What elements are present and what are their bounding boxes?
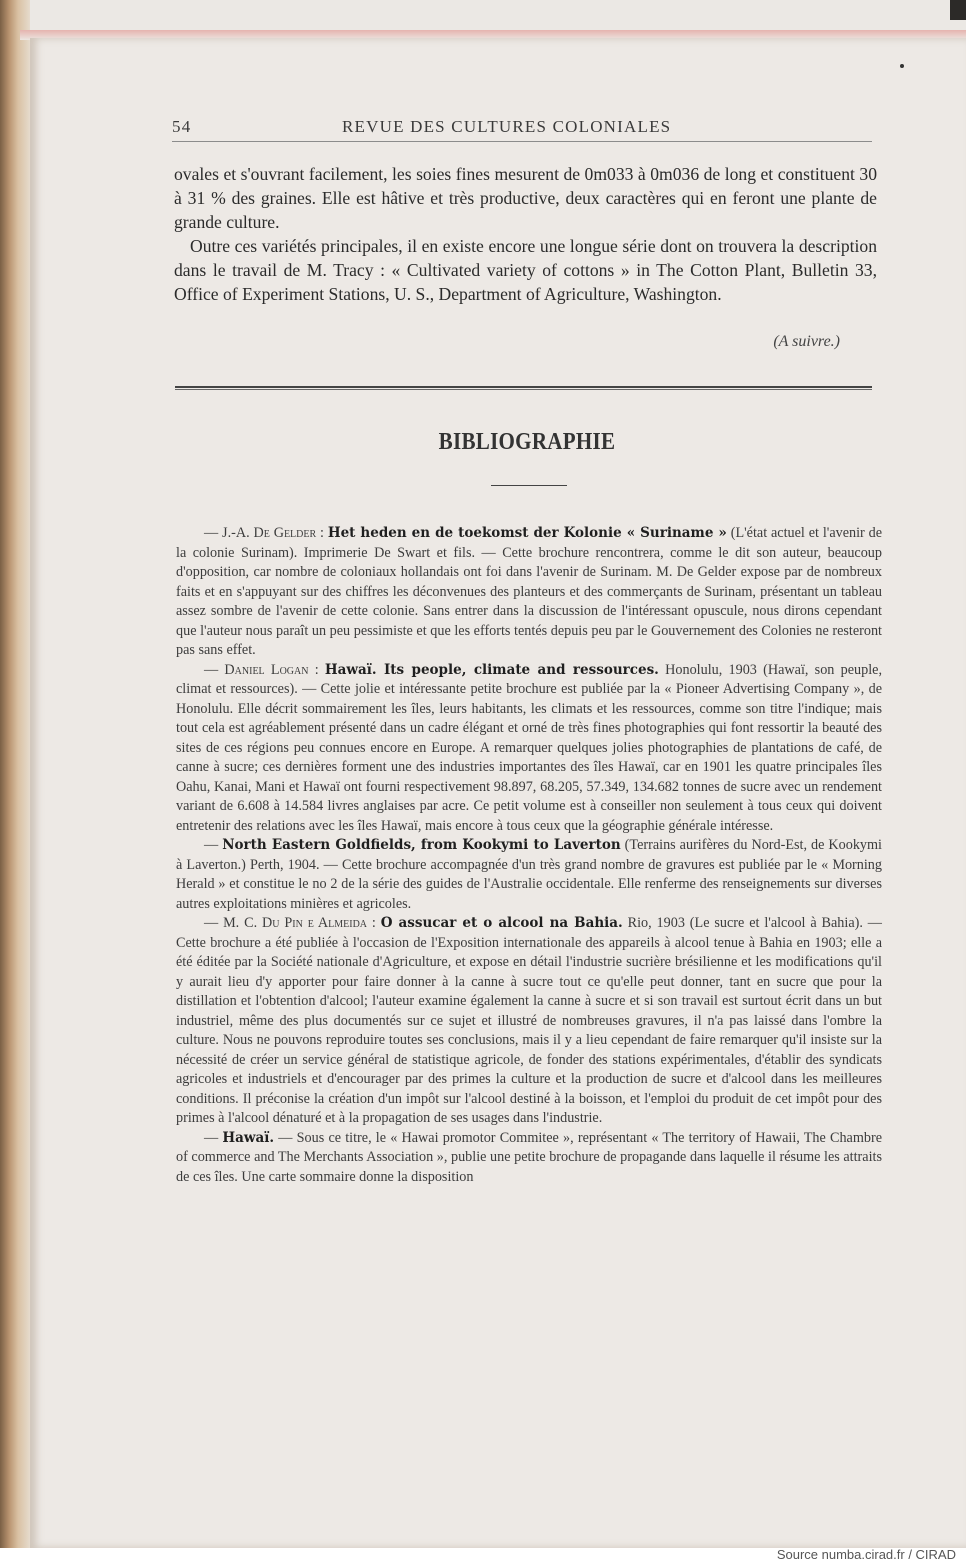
- entry-body: — Sous ce titre, le « Hawai promotor Commitee », représentant « The territory of Hawaii, The Chambre of commerce and The Merchants Association », publie une petite brochure de propagande dans laquelle il résume les attraits de ces îles. Une carte sommaire donne la disposition: [176, 1129, 883, 1185]
- entry-title: Het heden en de toekomst der Kolonie « Suriname »: [327, 525, 727, 541]
- entry-body: Honolulu, 1903 (Hawaï, son peuple, climat et ressources). — Cette jolie et intéressante petite brochure est publiée par la « Pioneer Advertising Company », de Honolulu. Elle décrit sommairement les îles, leurs habitants, les climats et les ressources, comme son titre l'indique; mais tout cela est agréablement présenté dans un cadre élégant et orné de très fines photographies qui font ressortir la beauté des sites de ces régions peu connues encore en Europe. A remarquer quelques jolies photographies de plantations de café, de canne à sucre; ces dernières forment une des industries importantes des îles Hawaï, car en 1901 les quatre principales îles Oahu, Kanai, Mani et Hawaï ont fourni respectivement 98.897, 68.205, 57.349, 134.682 tonnes de sucre avec un rendement variant de 6.608 à 14.584 livres anglaises par acre. Ce petit volume est à conseiller non seulement à tous ceux qui doivent entretenir des relations avec les îles Hawaï, mais encore à tous ceux que la géographie générale intéresse.: [176, 661, 882, 834]
- continued-paragraph-2: Outre ces variétés principales, il en existe encore une longue série dont on trouvera la description dans le travail de M. Tracy : « Cultivated variety of cottons » in The Cotton Plant, Bulletin 33, Office of Experiment Stations, U. S., Department of Agriculture, Washington.: [174, 236, 877, 304]
- header-rule: [172, 141, 872, 142]
- bibliography-entry: [176, 914, 882, 1129]
- entry-author: — Daniel Logan :: [204, 661, 325, 678]
- running-title: REVUE DES CULTURES COLONIALES: [342, 117, 672, 136]
- entry-title: O assucar et o alcool na Bahia.: [380, 915, 623, 931]
- bibliography-entry: [176, 661, 882, 837]
- scanner-corner: [950, 0, 966, 20]
- bibliography-list: [176, 524, 882, 1187]
- section-title: BIBLIOGRAPHIE: [438, 428, 616, 455]
- entry-author: — M. C. Du Pin e Almeida :: [204, 915, 381, 931]
- entry-author: —: [204, 1129, 223, 1146]
- continued-paragraph-1: ovales et s'ouvrant facilement, les soies fines mesurent de 0m033 à 0m036 de long et constituent 30 à 31 % des graines. Elle est hâtive et très productive, deux caractères qui en feront une plante de grande culture.: [174, 164, 877, 232]
- title-underline: [491, 485, 567, 486]
- entry-body: Rio, 1903 (Le sucre et l'alcool à Bahia). — Cette brochure a été publiée à l'occasion de l'Exposition internationale des appareils à alcool tenue à Bahia en 1903; elle a été éditée par la Société nationale d'Agriculture, et expose en détail l'industrie sucrière brésilienne et les modifications qu'il y aurait lieu d'y apporter pour faire donner à la canne à sucre tout ce qu'elle peut donner, tant en sucre que pour la distillation et l'obtention d'alcool; l'auteur examine également la canne à sucre et si son travail est surtout écrit dans un but industriel, même des plus documentés sur ce sujet et illustré de nombreuses gravures, il n'a pas laissé dans l'ombre la culture. Nous ne pouvons reproduire toutes ses conclusions, mais il y a lieu cependant de faire remarquer qu'il insiste sur la nécessité de créer un service général de statistique agricole, de fonder des stations expérimentales, d'établir des syndicats agricoles et industriels et d'encourager par des primes la culture et la production de sucre et d'alcool dans les meilleures conditions. Il préconise la création d'un impôt sur l'alcool destiné à la boisson, et l'emploi du produit de cet impôt pour des primes à l'alcool dénaturé et à la propagation de ses usages dans l'industrie.: [176, 915, 882, 1126]
- entry-body: (L'état actuel et l'avenir de la colonie Surinam). Imprimerie De Swart et fils. — Cette brochure rencontrera, comme le dit son auteur, beaucoup d'opposition, car nombre de coloniaux hollandais ont foi dans l'avenir de Surinam. M. De Gelder expose par de nombreux faits et en s'appuyant sur des chiffres les déconvenues des planteurs et des commerçants de Surinam, présentant un tableau assez sombre de l'avenir de cette colonie. Sans entrer dans la discussion de l'intéressant opuscule, nous dirons cependant que l'auteur nous paraît un peu pessimiste et que les efforts tentés depuis peu par le Gouvernement des Colonies ne resteront pas sans effet.: [176, 525, 883, 658]
- bibliography-entry: [176, 836, 882, 914]
- bibliography-entry: [176, 1129, 882, 1188]
- entry-title: Hawaï.: [222, 1129, 275, 1146]
- continued-article: [174, 162, 877, 306]
- source-credit: Source numba.cirad.fr / CIRAD: [776, 1547, 956, 1562]
- dust-speck: [900, 64, 904, 68]
- entry-author: — J.-A. De Gelder :: [204, 525, 328, 541]
- section-divider: [175, 386, 872, 390]
- to-be-continued-note: (A suivre.): [773, 333, 840, 350]
- running-header: [172, 117, 872, 141]
- entry-title: North Eastern Goldfields, from Kookymi to Laverton: [222, 837, 621, 853]
- book-binding-edge: [0, 0, 30, 1548]
- entry-body: (Terrains aurifères du Nord-Est, de Kookymi à Laverton.) Perth, 1904. — Cette brochure accompagnée d'un très grand nombre de gravures est publiée par le « Morning Herald » et constitue le no 2 de la série des guides de l'Australie occidentale. Elle renferme des renseignements sur diverses autres exploitations minières et agricoles.: [176, 837, 882, 912]
- bibliography-entry: [176, 524, 882, 661]
- entry-author: —: [204, 837, 223, 853]
- page-number: 54: [172, 117, 192, 136]
- entry-title: Hawaï. Its people, climate and ressources.: [324, 661, 659, 678]
